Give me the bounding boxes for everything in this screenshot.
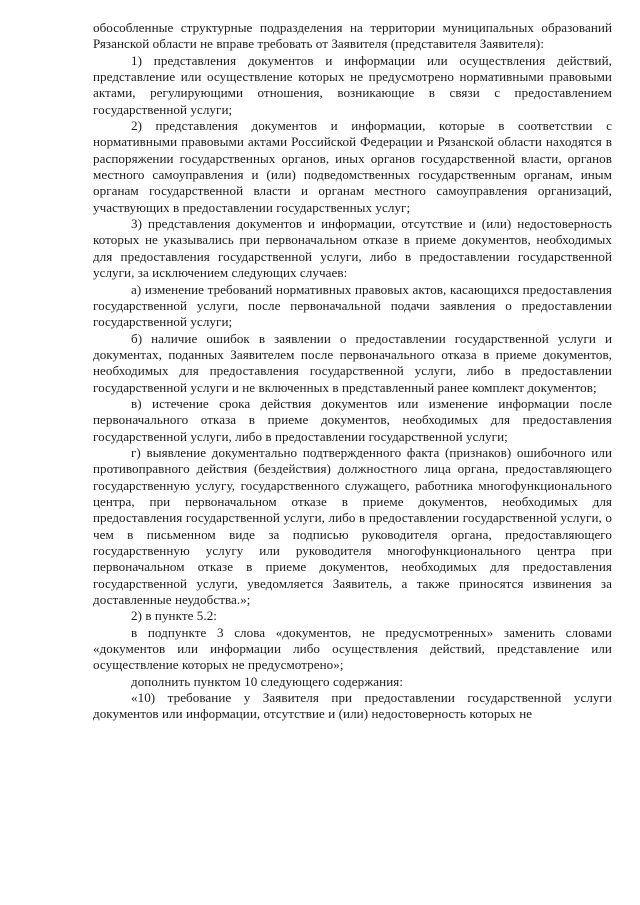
paragraph-item-1: 1) представления документов и информации или осуществления действий, представление или осуществление которых не предусмотрено нормативными правовыми актами, регулирующими отношения, возникающие в связи с предоставлением государственной услуги; bbox=[93, 52, 612, 117]
paragraph-subitem-g: г) выявление документально подтвержденного факта (признаков) ошибочного или противоправного действия (бездействия) должностного лица органа, предоставляющего государственную услугу, государственного служащего, работника многофункционального центра, при первоначальном отказе в приеме документов, необходимых для предоставления государственной услуги, либо в предоставлении государственной услуги, о чем в письменном виде за подписью руководителя органа, предоставляющего государственную услугу или руководителя многофункционального центра при первоначальном отказе в приеме документов, необходимых для предоставления государственной услуги, уведомляется Заявитель, а также приносятся извинения за доставленные неудобства.»; bbox=[93, 444, 612, 608]
paragraph-item-2: 2) представления документов и информации, которые в соответствии с нормативными правовыми актами Российской Федерации и Рязанской области находятся в распоряжении государственных органов, иных органов государственной власти, органов местного самоуправления и (или) подведомственных государственным органам, иным органам государственной власти и органам местного самоуправления организаций, участвующих в предоставлении государственных услуг; bbox=[93, 118, 612, 215]
paragraph-intro: обособленные структурные подразделения на территории муниципальных образований Рязанской области не вправе требовать от Заявителя (представителя Заявителя): bbox=[93, 20, 612, 52]
paragraph-item-2-point-5-2: 2) в пункте 5.2: bbox=[131, 608, 217, 624]
paragraph-subpoint-3-replacement: в подпункте 3 слова «документов, не предусмотренных» заменить словами «документов или информации либо осуществления действий, представление или осуществление которых не предусмотрено»; bbox=[93, 624, 612, 673]
paragraph-item-3: 3) представления документов и информации, отсутствие и (или) недостоверность которых не указывались при первоначальном отказе в приеме документов, необходимых для предоставления государственной услуги, либо в предоставлении государственной услуги, за исключением следующих случаев: bbox=[93, 216, 612, 281]
paragraph-subitem-a: а) изменение требований нормативных правовых актов, касающихся предоставления государственной услуги, после первоначальной подачи заявления о предоставлении государственной услуги; bbox=[93, 281, 612, 330]
paragraph-subitem-b: б) наличие ошибок в заявлении о предоставлении государственной услуги и документах, поданных Заявителем после первоначального отказа в приеме документов, необходимых для предоставления государственной услуги, либо в предоставлении государственной услуги и не включенных в представленный ранее комплект документов; bbox=[93, 330, 612, 395]
paragraph-add-point-10: дополнить пунктом 10 следующего содержания: bbox=[131, 673, 404, 689]
paragraph-subitem-v: в) истечение срока действия документов или изменение информации после первоначального отказа в приеме документов, необходимых для предоставления государственной услуги, либо в предоставлении государственной услуги; bbox=[93, 395, 612, 444]
document-body bbox=[93, 20, 612, 723]
paragraph-point-10-text: «10) требование у Заявителя при предоставлении государственной услуги документов или информации, отсутствие и (или) недостоверность которых не bbox=[93, 690, 612, 722]
